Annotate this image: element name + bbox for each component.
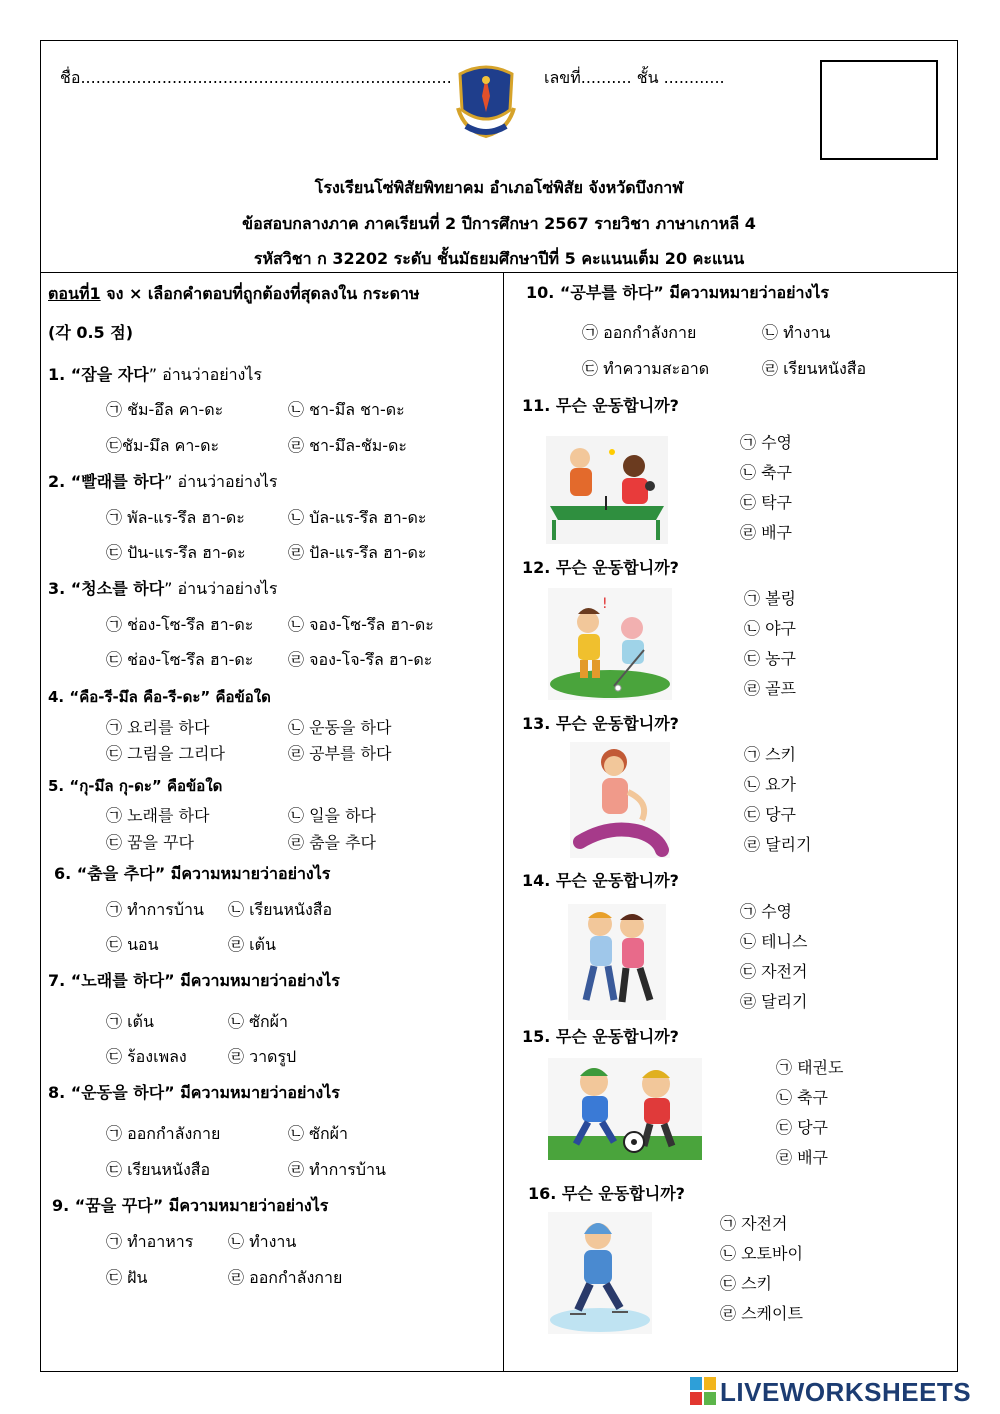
- q14-option-d[interactable]: ㉣ 달리기: [740, 992, 808, 1011]
- q7-option-b[interactable]: ㉡ ซักผ้า: [228, 1012, 288, 1031]
- q4-option-b[interactable]: ㉡ 운동을 하다: [288, 718, 392, 737]
- question-3-korean: 청소를 하다: [81, 579, 165, 598]
- part-label: ตอนที่1: [48, 284, 101, 303]
- q7-option-a[interactable]: ㉠ เต้น: [106, 1012, 154, 1031]
- running-image: [568, 904, 666, 1020]
- q8-option-c[interactable]: ㉢ เรียนหนังสือ: [106, 1160, 211, 1179]
- q6-option-d[interactable]: ㉣ เต้น: [228, 935, 276, 954]
- question-4: 4. “คือ-รี-มึล คือ-รี-ดะ” คือข้อใด: [48, 688, 271, 706]
- q4-option-c[interactable]: ㉢ 그림을 그리다: [106, 744, 225, 763]
- soccer-image: [548, 1058, 702, 1160]
- question-3: 3. “청소를 하다” อ่านว่าอย่างไร: [48, 579, 278, 598]
- q1-option-b[interactable]: ㉡ ชา-มึล ชา-ดะ: [288, 400, 405, 419]
- q11-option-b[interactable]: ㉡ 축구: [740, 463, 792, 482]
- q5-option-a[interactable]: ㉠ 노래를 하다: [106, 806, 210, 825]
- q8-option-a[interactable]: ㉠ ออกกำลังกาย: [106, 1124, 221, 1143]
- q9-option-a[interactable]: ㉠ ทำอาหาร: [106, 1232, 194, 1251]
- q3-option-a[interactable]: ㉠ ช่อง-โซ-รึล ฮา-ดะ: [106, 615, 254, 634]
- ice-skating-image: [548, 1212, 652, 1334]
- column-divider: [503, 273, 504, 1372]
- question-8: 8. “운동을 하다” มีความหมายว่าอย่างไร: [48, 1083, 340, 1102]
- q14-option-b[interactable]: ㉡ 테니스: [740, 932, 808, 951]
- header-divider: [40, 272, 958, 273]
- question-6: 6. “춤을 추다” มีความหมายว่าอย่างไร: [54, 864, 331, 883]
- q6-option-c[interactable]: ㉢ นอน: [106, 935, 159, 954]
- question-1: 1. “잠을 자다” อ่านว่าอย่างไร: [48, 365, 262, 384]
- q9-option-d[interactable]: ㉣ ออกกำลังกาย: [228, 1268, 343, 1287]
- question-13: 13. 무슨 운동합니까?: [522, 714, 679, 733]
- golf-image: [548, 588, 672, 700]
- svg-text:!: !: [602, 596, 608, 612]
- question-9: 9. “꿈을 꾸다” มีความหมายว่าอย่างไร: [52, 1196, 329, 1215]
- q10-option-d[interactable]: ㉣ เรียนหนังสือ: [762, 359, 867, 378]
- q3-option-d[interactable]: ㉣ จอง-โจ-รึล ฮา-ดะ: [288, 650, 433, 669]
- liveworksheets-logo: [690, 1375, 990, 1407]
- q3-option-b[interactable]: ㉡ จอง-โซ-รึล ฮา-ดะ: [288, 615, 434, 634]
- q10-option-c[interactable]: ㉢ ทำความสะอาด: [582, 359, 710, 378]
- q5-option-d[interactable]: ㉣ 춤을 추다: [288, 833, 376, 852]
- q6-option-a[interactable]: ㉠ ทำการบ้าน: [106, 900, 204, 919]
- question-2: 2. “빨래를 하다” อ่านว่าอย่างไร: [48, 472, 278, 491]
- q12-option-a[interactable]: ㉠ 볼링: [744, 589, 796, 608]
- instruction-line: [48, 284, 420, 304]
- question-7: 7. “노래를 하다” มีความหมายว่าอย่างไร: [48, 971, 340, 990]
- q12-option-d[interactable]: ㉣ 골프: [744, 679, 796, 698]
- q9-option-b[interactable]: ㉡ ทำงาน: [228, 1232, 297, 1251]
- q5-option-c[interactable]: ㉢ 꿈을 꾸다: [106, 833, 194, 852]
- liveworksheets-wordmark: LIVEWORKSHEETS: [720, 1377, 972, 1407]
- name-field[interactable]: ชื่อ.........................................................................: [60, 68, 452, 87]
- liveworksheets-icon: [690, 1377, 716, 1405]
- question-15: 15. 무슨 운동합니까?: [522, 1027, 679, 1046]
- q14-option-a[interactable]: ㉠ 수영: [740, 902, 792, 921]
- q9-option-c[interactable]: ㉢ ฝัน: [106, 1268, 148, 1287]
- q2-option-b[interactable]: ㉡ บัล-แร-รึล ฮา-ดะ: [288, 508, 427, 527]
- question-11: 11. 무슨 운동합니까?: [522, 396, 679, 415]
- q7-option-d[interactable]: ㉣ วาดรูป: [228, 1047, 297, 1066]
- q13-option-c[interactable]: ㉢ 당구: [744, 805, 796, 824]
- exam-title: ข้อสอบกลางภาค ภาคเรียนที่ 2 ปีการศึกษา 2567 รายวิชา ภาษาเกาหลี 4: [242, 214, 756, 233]
- q14-option-c[interactable]: ㉢ 자전거: [740, 962, 808, 981]
- q13-option-d[interactable]: ㉣ 달리기: [744, 835, 812, 854]
- table-tennis-image: [546, 436, 668, 544]
- q8-option-d[interactable]: ㉣ ทำการบ้าน: [288, 1160, 386, 1179]
- q8-option-b[interactable]: ㉡ ซักผ้า: [288, 1124, 348, 1143]
- question-1-korean: 잠을 자다: [81, 365, 149, 384]
- question-5: 5. “กุ-มึล กุ-ดะ” คือข้อใด: [48, 777, 223, 795]
- number-class-field[interactable]: เลขที่.......... ชั้น ............: [544, 68, 725, 87]
- q12-option-c[interactable]: ㉢ 농구: [744, 649, 796, 668]
- q2-option-a[interactable]: ㉠ พัล-แร-รึล ฮา-ดะ: [106, 508, 245, 527]
- q16-option-b[interactable]: ㉡ 오토바이: [720, 1244, 803, 1263]
- q6-option-b[interactable]: ㉡ เรียนหนังสือ: [228, 900, 333, 919]
- question-2-korean: 빨래를 하다: [81, 472, 165, 491]
- instruction-text: จง × เลือกคำตอบที่ถูกต้องที่สุดลงใน กระดาษ: [100, 284, 420, 303]
- q3-option-c[interactable]: ㉢ ช่อง-โซ-รึล ฮา-ดะ: [106, 650, 254, 669]
- q2-option-c[interactable]: ㉢ ปัน-แร-รึล ฮา-ดะ: [106, 543, 246, 562]
- question-16: 16. 무슨 운동합니까?: [528, 1184, 685, 1203]
- course-info: รหัสวิชา ก 32202 ระดับ ชั้นมัธยมศึกษาปีที่ 5 คะแนนเต็ม 20 คะแนน: [253, 249, 745, 268]
- q11-option-a[interactable]: ㉠ 수영: [740, 433, 792, 452]
- question-10: 10. “공부를 하다” มีความหมายว่าอย่างไร: [526, 283, 829, 302]
- q12-option-b[interactable]: ㉡ 야구: [744, 619, 796, 638]
- photo-box: [820, 60, 938, 160]
- q1-option-a[interactable]: ㉠ ชัม-อึล คา-ดะ: [106, 400, 224, 419]
- q10-option-a[interactable]: ㉠ ออกกำลังกาย: [582, 323, 697, 342]
- question-14: 14. 무슨 운동합니까?: [522, 871, 679, 890]
- yoga-image: [570, 742, 670, 858]
- q16-option-d[interactable]: ㉣ 스케이트: [720, 1304, 803, 1323]
- q11-option-c[interactable]: ㉢ 탁구: [740, 493, 792, 512]
- q5-option-b[interactable]: ㉡ 일을 하다: [288, 806, 376, 825]
- q11-option-d[interactable]: ㉣ 배구: [740, 523, 792, 542]
- q15-option-a[interactable]: ㉠ 태권도: [776, 1058, 844, 1077]
- q16-option-a[interactable]: ㉠ 자전거: [720, 1214, 788, 1233]
- q2-option-d[interactable]: ㉣ ปัล-แร-รึล ฮา-ดะ: [288, 543, 427, 562]
- q13-option-b[interactable]: ㉡ 요가: [744, 775, 796, 794]
- q13-option-a[interactable]: ㉠ 스키: [744, 745, 796, 764]
- q15-option-c[interactable]: ㉢ 당구: [776, 1118, 828, 1137]
- q10-option-b[interactable]: ㉡ ทำงาน: [762, 323, 831, 342]
- q16-option-c[interactable]: ㉢ 스키: [720, 1274, 772, 1293]
- q15-option-d[interactable]: ㉣ 배구: [776, 1148, 828, 1167]
- q15-option-b[interactable]: ㉡ 축구: [776, 1088, 828, 1107]
- q1-option-d[interactable]: ㉣ ชา-มึล-ชัม-ดะ: [288, 436, 407, 455]
- school-name: โรงเรียนโซ่พิสัยพิทยาคม อำเภอโซ่พิสัย จังหวัดบึงกาฬ: [314, 178, 684, 197]
- school-logo: [454, 58, 518, 140]
- question-12: 12. 무슨 운동합니까?: [522, 558, 679, 577]
- q7-option-c[interactable]: ㉢ ร้องเพลง: [106, 1047, 187, 1066]
- points-note: (각 0.5 점): [48, 323, 134, 342]
- q4-option-d[interactable]: ㉣ 공부를 하다: [288, 744, 392, 763]
- q4-option-a[interactable]: ㉠ 요리를 하다: [106, 718, 210, 737]
- q1-option-c[interactable]: ㉢ชัม-มึล คา-ดะ: [106, 436, 220, 455]
